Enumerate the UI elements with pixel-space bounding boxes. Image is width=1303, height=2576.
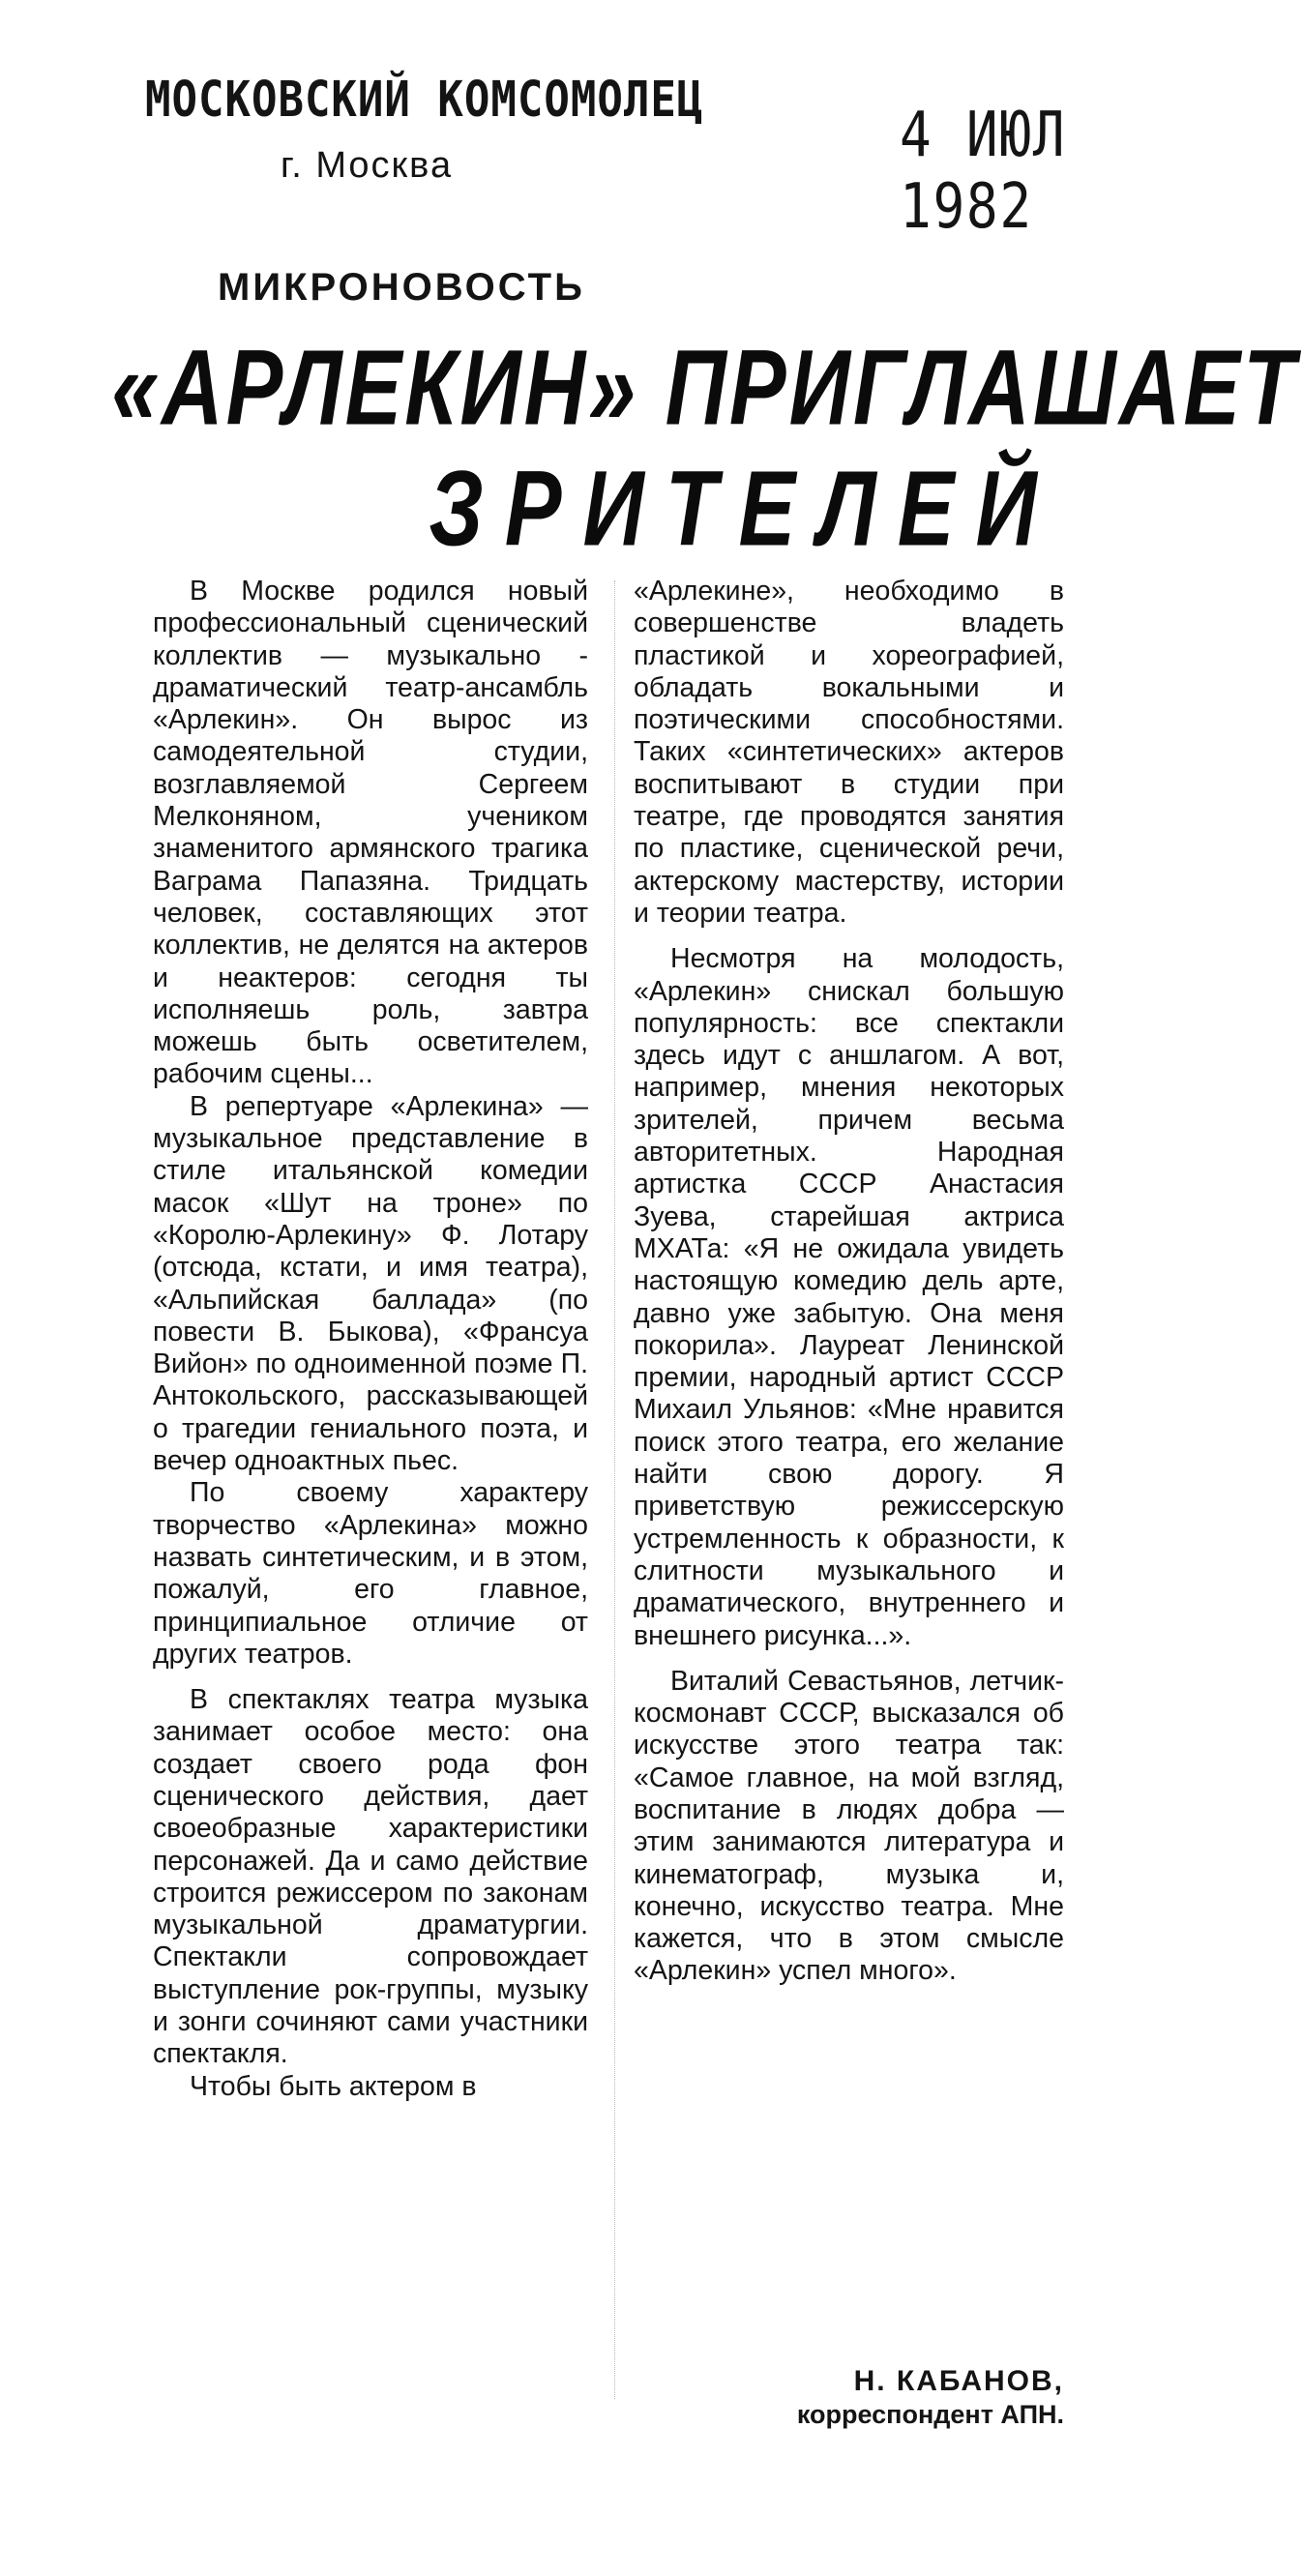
paragraph: В спектаклях театра музыка занимает особое место: она создает своего рода фон сценического действия, дает своеобразные характеристики персонажей. Да и само действие строится режиссером по законам музыкальной драматургии. Спектакли сопровождает выступление рок-группы, музыку и зонги сочиняют сами участники спектакля.: [153, 1684, 588, 2070]
newspaper-name: МОСКОВСКИЙ КОМСОМОЛЕЦ: [145, 72, 704, 129]
paragraph: Несмотря на молодость, «Арлекин» снискал большую популярность: все спектакли здесь идут с аншлагом. А вот, например, мнения некоторых зрителей, причем весьма авторитетных. Народная артистка СССР Анастасия Зуева, старейшая актриса МХАТа: «Я не ожидала увидеть настоящую комедию дель арте, давно уже забытую. Она меня покорила». Лауреат Ленинской премии, народный артист СССР Михаил Ульянов: «Мне нравится поиск этого театра, его желание найти свою дорогу. Я приветствую режиссерскую устремленность к образности, к слитности музыкального и драматического, внутреннего и внешнего рисунка...».: [634, 943, 1064, 1651]
paragraph: Чтобы быть актером в: [190, 2070, 477, 2102]
article-column-1: [153, 576, 588, 2103]
paragraph: «Арлекине», необходимо в совершенстве владеть пластикой и хореографией, обладать вокальными и поэтическими способностями. Таких «синтетических» актеров воспитывают в студии при театре, где проводятся занятия по пластике, сценической речи, актерскому мастерству, истории и теории театра.: [634, 576, 1064, 929]
rubric-label: МИКРОНОВОСТЬ: [218, 266, 585, 309]
paragraph: По своему характеру творчество «Арлекина» можно назвать синтетическим, и в этом, пожалуй, его главное, принципиальное отличие от других театров.: [153, 1477, 588, 1670]
paragraph: В репертуаре «Арлекина» — музыкальное представление в стиле итальянской комедии масок «Шут на троне» по «Королю-Арлекину» Ф. Лотару (отсюда, кстати, и имя театра), «Альпийская баллада» (по повести В. Быкова), «Франсуа Вийон» по одноименной поэме П. Антокольского, рассказывающей о трагедии гениального поэта, и вечер одноактных пьес.: [153, 1090, 588, 1477]
author-role: корреспондент АПН.: [796, 2400, 1064, 2429]
column-divider: [614, 580, 615, 2399]
paragraph: Виталий Севастьянов, летчик-космонавт СССР, высказался об искусстве этого театра так: «Самое главное, на мой взгляд, воспитание в людях добра — этим занимаются литература и кинематограф, музыка и, конечно, искусство театра. Мне кажется, что в этом смысле «Арлекин» успел много».: [634, 1665, 1064, 1987]
author-name: Н. КАБАНОВ,: [853, 2365, 1064, 2397]
paragraph: В Москве родился новый профессиональный сценический коллектив — музыкально - драматический театр-ансамбль «Арлекин». Он вырос из самодеятельной студии, возглавляемой Сергеем Мелконяном, учеником знаменитого армянского трагика Ваграма Папазяна. Тридцать человек, составляющих этот коллектив, не делятся на актеров и неактеров: сегодня ты исполняешь роль, завтра можешь быть осветителем, рабочим сцены...: [153, 576, 588, 1090]
headline-line-1: «АРЛЕКИН» ПРИГЛАШАЕТ: [111, 327, 1298, 448]
author-signature: [696, 2365, 1064, 2430]
article-column-2: [634, 576, 1064, 1988]
clipping-header: [145, 56, 1209, 243]
newspaper-city: г. Москва: [281, 145, 454, 186]
clipping-date-stamp: 4 ИЮЛ 1982: [900, 100, 1067, 243]
headline-line-2: ЗРИТЕЛЕЙ: [429, 448, 1058, 569]
